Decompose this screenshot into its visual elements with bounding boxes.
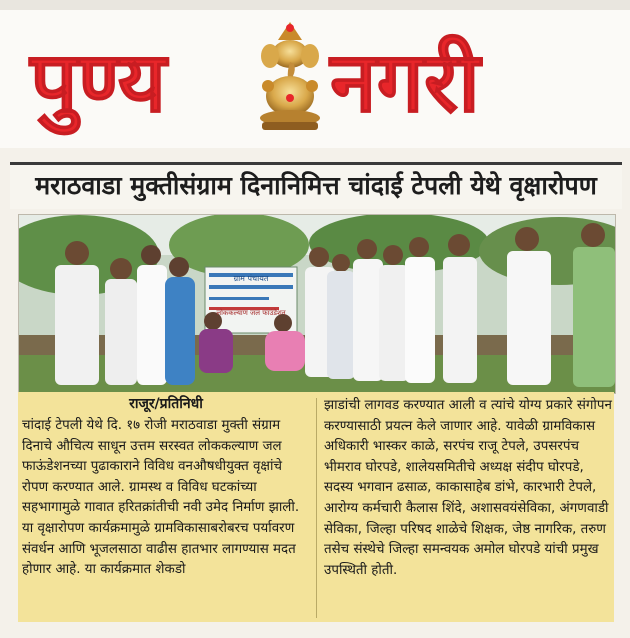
column-divider xyxy=(316,398,317,618)
article-column-left xyxy=(22,392,310,581)
masthead xyxy=(0,10,630,148)
byline: राजूर/प्रतिनिधी xyxy=(129,396,203,412)
banner-text-line1: ग्राम पंचायत xyxy=(233,274,269,283)
article-text-right: झाडांची लागवड करण्यात आली व त्यांचे योग्य प्रकारे संगोपन करण्यासाठी प्रयत्न केले जाणार आहे. यावेळी ग्रामविकास अधिकारी भास्कर काळे, सरपंच राजू टेपले, उपसरपंच भीमराव घोरपडे, शालेयसमितीचे अध्यक्ष संदीप घोरपडे, सदस्य भगवान ढसाळ, काकासाहेब डांभे, कारभारी टेपले, आरोग्य कर्मचारी कैलास शिंदे, अशासवयंसेविका, अंगणवाडी सेविका, जिल्हा परिषद शाळेचे शिक्षक, जेष्ठ नागरिक, तरुण तसेच संस्थेचे जिल्हा समन्वयक अमोल घोरपडे यांची प्रमुख उपस्थिती होती. xyxy=(324,398,612,578)
banner-text-line2: लोककल्याण जल फाउंडेशन xyxy=(216,309,286,317)
article-text-left: चांदाई टेपली येथे दि. १७ रोजी मराठवाडा मुक्ती संग्राम दिनाचे औचित्य साधून उत्तम सरस्वत लोककल्याण जल फाऊंडेशनच्या पुढाकाराने विविध वनऔषधीयुक्त वृक्षांचे रोपण करण्यात आले. ग्रामस्थ व विविध घटकांच्या सहभागामुळे गावात हरितक्रांतीची नवी उमेद निर्माण झाली. या वृक्षारोपण कार्यक्रमामुळे ग्रामविकासाबरोबरच पर्यावरण संवर्धन आणि भूजलसाठा वाढीस हातभार लागण्यास मदत होणार आहे. या कार्यक्रमात शेकडो xyxy=(22,418,300,578)
article-column-right xyxy=(324,396,612,581)
ganesha-idol-icon xyxy=(250,18,330,136)
news-photo xyxy=(18,214,616,394)
article-body xyxy=(18,392,614,622)
masthead-title-left: पुण्य xyxy=(30,33,167,131)
article-headline: मराठवाडा मुक्तीसंग्राम दिनानिमित्त चांदाई टेपली येथे वृक्षारोपण xyxy=(35,171,597,200)
masthead-title-right: नगरी xyxy=(330,33,481,131)
top-strip xyxy=(0,0,630,10)
